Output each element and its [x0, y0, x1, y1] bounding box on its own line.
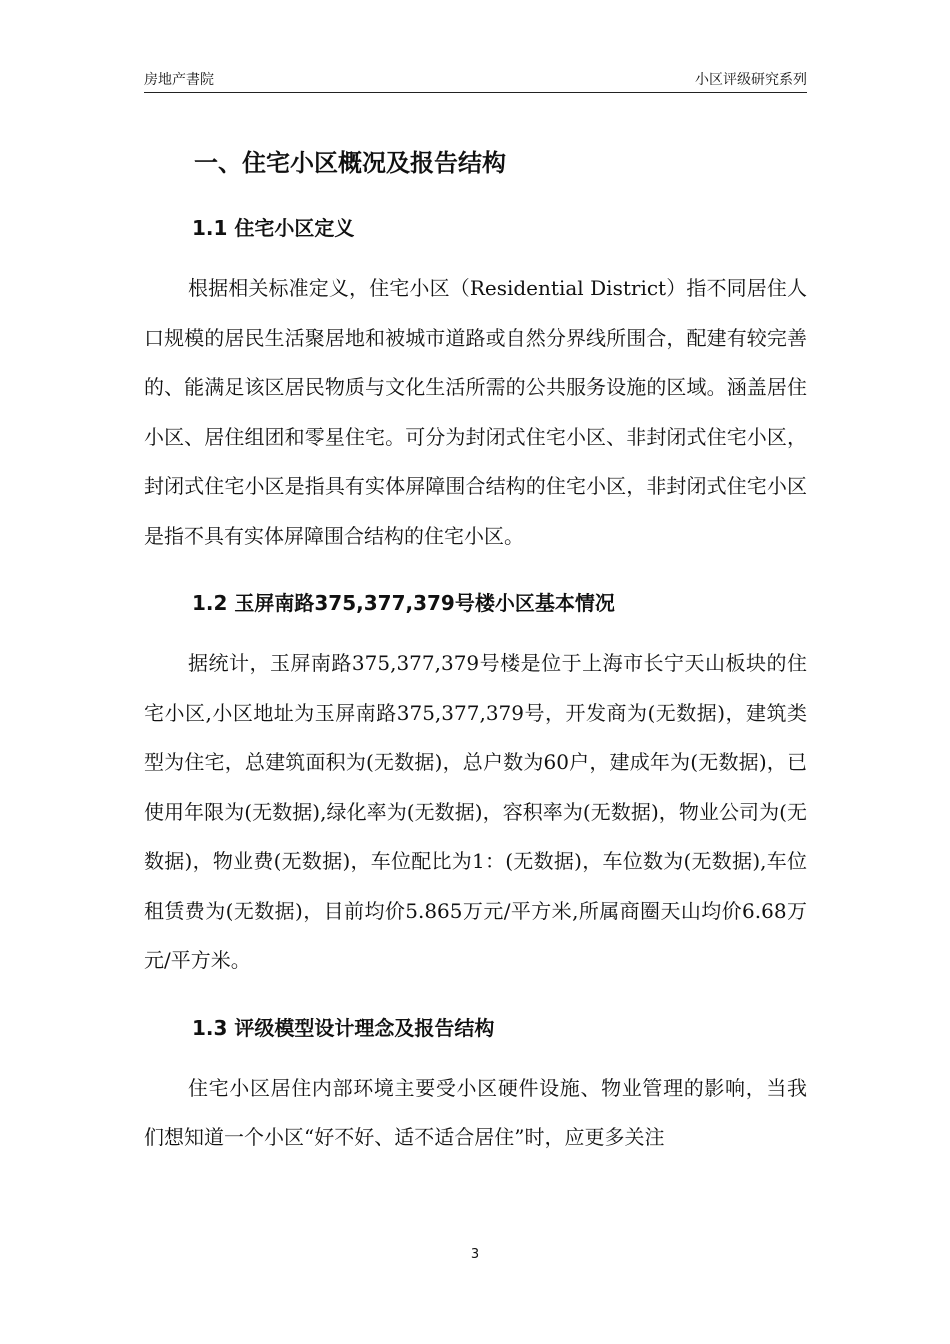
- header-publisher: 房地产書院: [144, 72, 214, 88]
- page-number: 3: [470, 1247, 480, 1262]
- subsection-heading-1-2: 1.2 玉屏南路375,377,379号楼小区基本情况: [192, 591, 615, 615]
- section-heading: 一、住宅小区概况及报告结构: [194, 149, 506, 177]
- paragraph-definition: 根据相关标准定义，住宅小区（Residential District）指不同居住人口规模的居民生活聚居地和被城市道路或自然分界线所围合，配建有较完善的、能满足该区居民物质与文化生活所需的公共服务设施的区域。涵盖居住小区、居住组团和零星住宅。可分为封闭式住宅小区、非封闭式住宅小区，封闭式住宅小区是指具有实体屏障围合结构的住宅小区，非封闭式住宅小区是指不具有实体屏障围合结构的住宅小区。: [144, 276, 807, 548]
- document-body: [144, 134, 807, 1169]
- subsection-heading-1-3: 1.3 评级模型设计理念及报告结构: [192, 1015, 495, 1040]
- page-header: [144, 64, 807, 93]
- header-series-title: 小区评级研究系列: [695, 72, 807, 88]
- paragraph-model-design: 住宅小区居住内部环境主要受小区硬件设施、物业管理的影响，当我们想知道一个小区“好不好、适不适合居住”时，应更多关注: [144, 1075, 807, 1149]
- subsection-heading-1-1: 1.1 住宅小区定义: [192, 216, 355, 240]
- paragraph-basic-info: 据统计，玉屏南路375,377,379号楼是位于上海市长宁天山板块的住宅小区,小区地址为玉屏南路375,377,379号，开发商为(无数据)，建筑类型为住宅，总建筑面积为(无数据)，总户数为60户，建成年为(无数据)，已使用年限为(无数据),绿化率为(无数据)，容积率为(无数据)，物业公司为(无数据)，物业费(无数据)，车位配比为1：(无数据)，车位数为(无数据),车位租赁费为(无数据)，目前均价5.865万元/平方米,所属商圈天山均价6.68万元/平方米。: [144, 651, 807, 972]
